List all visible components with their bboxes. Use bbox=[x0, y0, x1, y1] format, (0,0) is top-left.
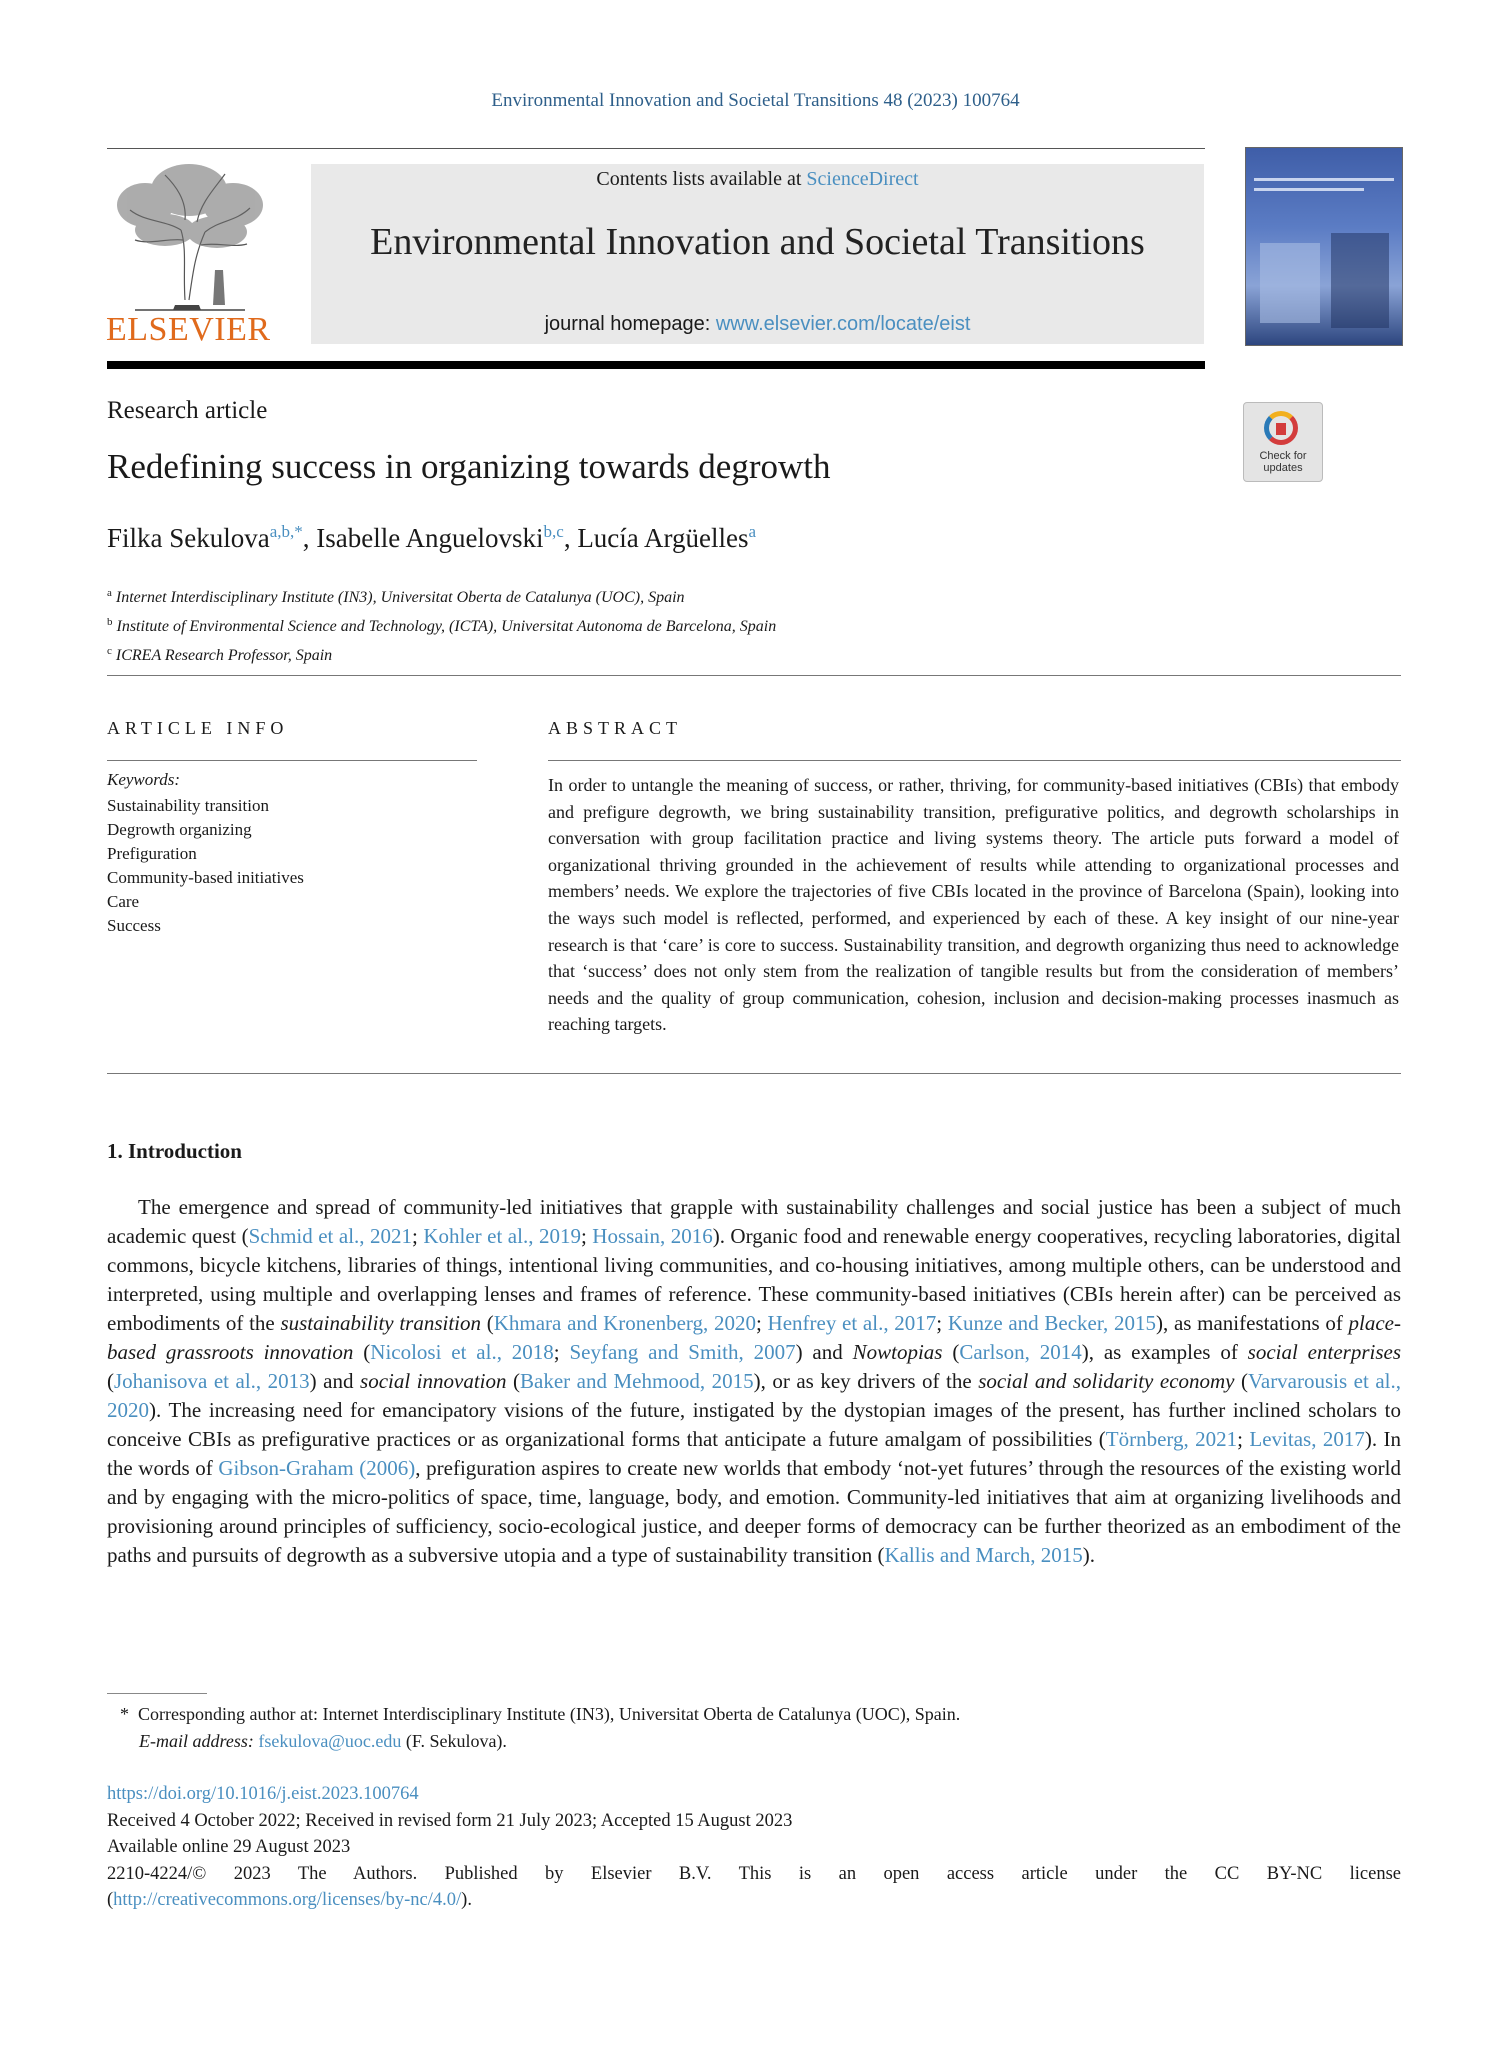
citation-link[interactable]: Kunze and Becker, 2015 bbox=[947, 1311, 1156, 1335]
affiliation-text: Internet Interdisciplinary Institute (IN3), Universitat Oberta de Catalunya (UOC), Spain bbox=[115, 589, 685, 606]
author-affil-marks[interactable]: b,c bbox=[543, 522, 564, 541]
article-type: Research article bbox=[107, 397, 268, 424]
email-link[interactable]: fsekulova@uoc.edu bbox=[258, 1731, 402, 1751]
journal-homepage-link[interactable]: www.elsevier.com/locate/eist bbox=[715, 313, 971, 335]
emphasized-term: Nowtopias bbox=[852, 1340, 943, 1364]
citation-link[interactable]: Schmid et al., 2021 bbox=[248, 1224, 413, 1248]
keyword-item: Care bbox=[107, 892, 140, 911]
keyword-item: Degrowth organizing bbox=[107, 820, 252, 839]
emphasized-term: social and solidarity economy bbox=[978, 1369, 1235, 1393]
abstract-heading: ABSTRACT bbox=[548, 718, 683, 738]
doi-link[interactable]: https://doi.org/10.1016/j.eist.2023.100764 bbox=[107, 1784, 419, 1804]
bookmark-icon bbox=[1276, 423, 1286, 435]
paragraph-text: ; bbox=[756, 1311, 768, 1335]
author-affil-marks[interactable]: a,b,* bbox=[269, 522, 303, 541]
paragraph-text: ( bbox=[107, 1369, 114, 1393]
paragraph-text: ). The increasing need for emancipatory visions of the future, instigated by the dystopian images of the present, has further inclined scholars to conceive CBIs as prefigurative practices or as organizational forms that anticipate a future amalgam of possibilities ( bbox=[107, 1398, 1401, 1451]
journal-title: Environmental Innovation and Societal Transitions bbox=[370, 221, 1145, 263]
article-history: Received 4 October 2022; Received in revised form 21 July 2023; Accepted 15 August 2023 bbox=[107, 1810, 793, 1831]
introduction-paragraph bbox=[107, 1193, 1401, 1570]
contents-line bbox=[311, 168, 1204, 191]
footnote-text: Corresponding author at: Internet Interdisciplinary Institute (IN3), Universitat Oberta de Catalunya (UOC), Spain. bbox=[138, 1704, 961, 1724]
citation-link[interactable]: Khmara and Kronenberg, 2020 bbox=[493, 1311, 756, 1335]
corresponding-author-footnote bbox=[120, 1701, 960, 1755]
author-affil-marks[interactable]: a bbox=[748, 522, 757, 541]
citation-link[interactable]: Gibson-Graham (2006) bbox=[218, 1456, 416, 1480]
affiliation-text: Institute of Environmental Science and Technology, (ICTA), Universitat Autonoma de Barcelona, Spain bbox=[116, 618, 777, 635]
publication-info bbox=[107, 1781, 1401, 1914]
footnote-mark: * bbox=[120, 1704, 129, 1724]
paragraph-text: ), as manifestations of bbox=[1155, 1311, 1349, 1335]
journal-header-box bbox=[311, 164, 1204, 344]
cover-image-block bbox=[1260, 243, 1320, 323]
footnote-line bbox=[120, 1701, 960, 1728]
cover-title-bar bbox=[1254, 178, 1394, 181]
paragraph-text: ( bbox=[353, 1340, 371, 1364]
journal-cover-thumbnail[interactable] bbox=[1245, 147, 1403, 346]
author-name: Lucía Argüelles bbox=[577, 523, 749, 553]
citation-link[interactable]: Varvarousis et al., 2020 bbox=[107, 1369, 1402, 1422]
citation-link[interactable]: Seyfang and Smith, 2007 bbox=[569, 1340, 796, 1364]
paragraph-text: ( bbox=[942, 1340, 960, 1364]
keyword-item: Success bbox=[107, 916, 161, 935]
citation-link[interactable]: Törnberg, 2021 bbox=[1105, 1427, 1238, 1451]
paragraph-text: ) and bbox=[795, 1340, 853, 1364]
homepage-line bbox=[311, 313, 1204, 336]
keyword-item: Community-based initiatives bbox=[107, 868, 304, 887]
license-close-paren: ). bbox=[461, 1890, 472, 1910]
abstract-rule bbox=[548, 760, 1401, 761]
emphasized-term: social innovation bbox=[360, 1369, 507, 1393]
elsevier-wordmark[interactable]: ELSEVIER bbox=[106, 311, 271, 348]
paragraph-text: ), as examples of bbox=[1081, 1340, 1248, 1364]
author-name: Isabelle Anguelovski bbox=[316, 523, 544, 553]
contents-prefix: Contents lists available at bbox=[596, 168, 807, 190]
affiliation-text: ICREA Research Professor, Spain bbox=[115, 647, 333, 664]
paragraph-text: ; bbox=[936, 1311, 948, 1335]
paragraph-text: ). In the words of bbox=[107, 1427, 1401, 1480]
email-label: E-mail address: bbox=[139, 1731, 254, 1751]
paragraph-text: ) and bbox=[309, 1369, 361, 1393]
paragraph-text: ). Organic food and renewable energy cooperatives, recycling laboratories, digital commons, bicycle kitchens, libraries of things, intentional living communities, and co-housing initiatives, among multiple others, can be understood and interpreted, using multiple and overlapping lenses and frames of reference. These community-based initiatives (CBIs herein after) can be perceived as embodiments of the bbox=[107, 1224, 1401, 1335]
paragraph-text: ; bbox=[580, 1224, 593, 1248]
section-heading-introduction: 1. Introduction bbox=[107, 1139, 242, 1163]
article-info-rule bbox=[107, 760, 477, 761]
footnote-rule bbox=[107, 1693, 207, 1694]
paragraph-text: , prefiguration aspires to create new worlds that embody ‘not-yet futures’ through the resources of the existing world and by engaging with the micro-politics of space, time, language, body, and emotion. Community-led initiatives that aim at organizing livelihoods and provisioning around principles of sufficiency, socio-ecological justice, and deeper forms of democracy can be further theorized as an embodiment of the paths and pursuits of degrowth as a subversive utopia and a type of sustainability transition ( bbox=[107, 1456, 1401, 1567]
paragraph-text: ), or as key drivers of the bbox=[753, 1369, 979, 1393]
license-open-paren: ( bbox=[107, 1890, 114, 1910]
affiliation-item bbox=[107, 581, 776, 610]
journal-citation[interactable]: Environmental Innovation and Societal Transitions 48 (2023) 100764 bbox=[491, 90, 1020, 111]
affiliation-mark: a bbox=[107, 587, 112, 599]
affiliation-item bbox=[107, 610, 776, 639]
available-online: Available online 29 August 2023 bbox=[107, 1837, 351, 1857]
paragraph-text: ; bbox=[412, 1224, 424, 1248]
paragraph-text: ; bbox=[1237, 1427, 1250, 1451]
license-statement: 2210-4224/© 2023 The Authors. Published by Elsevier B.V. This is an open access article under the CC BY-NC license bbox=[107, 1863, 1401, 1884]
header-thick-rule bbox=[107, 361, 1205, 369]
email-line bbox=[120, 1728, 960, 1755]
license-url-line bbox=[107, 1887, 1401, 1914]
citation-link[interactable]: Carlson, 2014 bbox=[959, 1340, 1082, 1364]
citation-link[interactable]: Levitas, 2017 bbox=[1249, 1427, 1365, 1451]
article-title: Redefining success in organizing towards degrowth bbox=[107, 447, 831, 486]
keyword-item: Prefiguration bbox=[107, 844, 197, 863]
paragraph-text: ( bbox=[506, 1369, 521, 1393]
paragraph-text: ( bbox=[481, 1311, 494, 1335]
article-info-heading: ARTICLE INFO bbox=[107, 718, 289, 738]
license-link[interactable]: http://creativecommons.org/licenses/by-nc/4.0/ bbox=[113, 1890, 462, 1910]
check-for-updates-button[interactable] bbox=[1243, 402, 1323, 482]
citation-link[interactable]: Johanisova et al., 2013 bbox=[114, 1369, 310, 1393]
emphasized-term: social enterprises bbox=[1247, 1340, 1402, 1364]
keyword-item: Sustainability transition bbox=[107, 796, 269, 815]
homepage-prefix: journal homepage: bbox=[544, 313, 716, 335]
header-rule bbox=[107, 148, 1205, 149]
emphasized-term: sustainability transition bbox=[280, 1311, 482, 1335]
citation-link[interactable]: Baker and Mehmood, 2015 bbox=[520, 1369, 754, 1393]
citation-link[interactable]: Henfrey et al., 2017 bbox=[767, 1311, 937, 1335]
paragraph-text: ). bbox=[1082, 1543, 1095, 1567]
paragraph-text: The emergence and spread of community-led initiatives that grapple with sustainability challenges and social justice has been a subject of much academic quest ( bbox=[107, 1195, 1401, 1248]
keywords-label: Keywords: bbox=[107, 770, 181, 789]
paragraph-text: ; bbox=[553, 1340, 570, 1364]
author-name: Filka Sekulova bbox=[107, 523, 270, 553]
citation-link[interactable]: Kallis and March, 2015 bbox=[884, 1543, 1083, 1567]
cover-subtitle-bar bbox=[1254, 188, 1364, 191]
section-divider bbox=[107, 675, 1401, 676]
abstract-text: In order to untangle the meaning of success, or rather, thriving, for community-based initiatives (CBIs) that embody and prefigure degrowth, we bring sustainability transition, prefigurative politics, and degrowth scholarships in conversation with group facilitation practice and living systems theory. The article puts forward a model of organizational thriving grounded in the achievement of results while attending to organizational processes and members’ needs. We explore the trajectories of five CBIs located in the province of Barcelona (Spain), looking into the ways such model is reflected, performed, and experienced by each of these. A key insight of our nine-year research is that ‘care’ is core to success. Sustainability transition, and degrowth organizing thus need to acknowledge that ‘success’ does not only stem from the realization of tangible results but from the consideration of members’ needs and the quality of group communication, cohesion, inclusion and decision-making processes inasmuch as reaching targets. bbox=[548, 775, 1399, 1035]
emphasized-term: place-based grassroots innovation bbox=[107, 1311, 1402, 1364]
affiliation-item bbox=[107, 639, 776, 668]
section-divider bbox=[107, 1073, 1401, 1074]
citation-link[interactable]: Kohler et al., 2019 bbox=[423, 1224, 581, 1248]
badge-line-1: Check for bbox=[1259, 450, 1307, 462]
email-suffix: (F. Sekulova). bbox=[401, 1731, 507, 1751]
cover-image-block bbox=[1331, 233, 1389, 328]
affiliations bbox=[107, 581, 776, 668]
author-list: Filka Sekulova$^{a,b,*}$, Isabelle Anguelovski$^{b,c}$, Lucía Argüelles$^a$ bbox=[107, 522, 757, 553]
keywords-list bbox=[107, 794, 304, 938]
paragraph-text: ( bbox=[1234, 1369, 1249, 1393]
affiliation-mark: c bbox=[107, 645, 112, 657]
check-for-updates-label bbox=[1244, 450, 1322, 474]
citation-link[interactable]: Hossain, 2016 bbox=[592, 1224, 713, 1248]
badge-line-2: updates bbox=[1263, 462, 1303, 474]
affiliation-mark: b bbox=[107, 616, 113, 628]
citation-link[interactable]: Nicolosi et al., 2018 bbox=[370, 1340, 554, 1364]
sciencedirect-link[interactable]: ScienceDirect bbox=[806, 168, 919, 190]
